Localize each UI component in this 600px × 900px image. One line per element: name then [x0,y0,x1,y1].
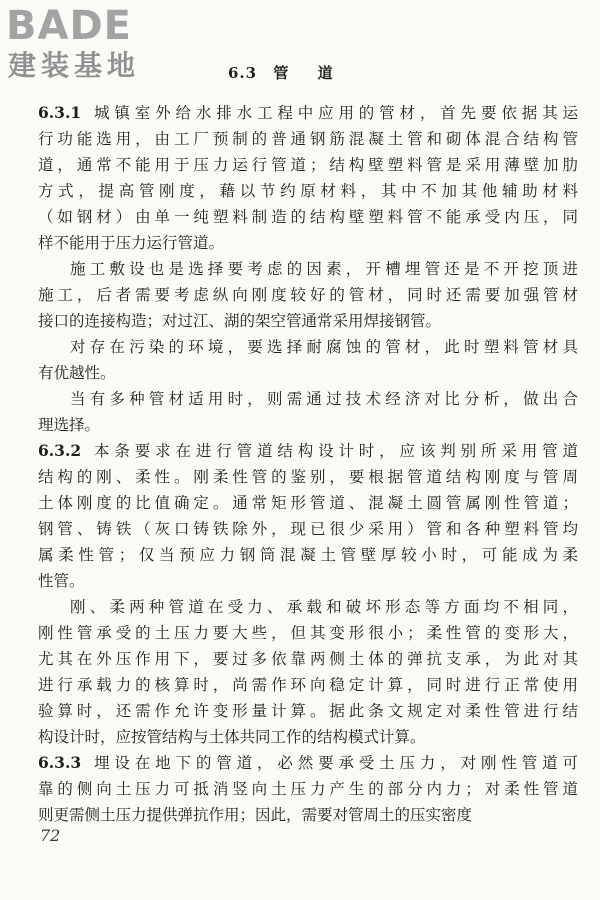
line-text: 施工，后者需要考虑纵向刚度较好的管材，同时还需要加强管材 [38,286,578,304]
text-line [38,724,578,750]
clause-number: 6.3.1 [38,103,82,122]
line-text: 理选择。 [38,416,101,434]
text-line [38,178,578,204]
text-line [38,412,578,438]
line-text: 土体刚度的比值确定。通常矩形管道、混凝土圆管属刚性管道； [38,494,578,512]
text-line [38,750,578,776]
text-line [38,204,578,230]
line-text: （如钢材）由单一纯塑料制造的结构壁塑料管不能承受内压，同 [38,208,578,226]
logo-subtitle: 建装基地 [8,49,141,82]
text-line [38,594,578,620]
text-line [38,672,578,698]
line-text: 方式，提高管刚度，藉以节约原材料，其中不加其他辅助材料 [38,182,578,200]
body-text [38,100,578,828]
text-line [38,568,578,594]
section-number: 6.3 [228,64,258,82]
line-text: 本条要求在进行管道结构设计时，应该判别所采用管道 [89,442,578,460]
section-title [228,62,334,83]
text-line [38,386,578,412]
line-text: 结构的刚、柔性。刚柔性管的鉴别，要根据管道结构刚度与管周 [38,468,578,486]
line-text: 验算时，还需作允许变形量计算。据此条文规定对柔性管进行结 [38,702,578,720]
text-line [38,334,578,360]
clause-number: 6.3.3 [38,753,82,772]
line-text: 接口的连接构造；对过江、湖的架空管通常采用焊接钢管。 [38,312,442,330]
line-text: 刚性管承受的土压力要大些，但其变形很小；柔性管的变形大， [38,624,578,642]
line-text: 性管。 [38,572,85,590]
line-text: 钢管、铸铁（灰口铸铁除外，现已很少采用）管和各种塑料管均 [38,520,578,538]
text-line [38,542,578,568]
text-line [38,620,578,646]
section-title-part-1: 管 [273,64,290,82]
text-line [38,698,578,724]
clause-number: 6.3.2 [38,441,82,460]
line-text: 构设计时，应按管结构与土体共同工作的结构模式计算。 [38,728,426,746]
line-text: 属柔性管；仅当预应力钢筒混凝土管壁厚较小时，可能成为柔 [38,546,578,564]
line-text: 城镇室外给水排水工程中应用的管材，首先要依据其运 [89,104,578,122]
text-line [38,646,578,672]
text-line [38,802,578,828]
line-text: 样不能用于压力运行管道。 [38,234,225,252]
logo-watermark [6,4,176,84]
text-line [38,126,578,152]
text-line [38,438,578,464]
line-text: 道，通常不能用于压力运行管道；结构壁塑料管是采用薄壁加肋 [38,156,578,174]
line-text: 行功能选用，由工厂预制的普通钢筋混凝土管和砌体混合结构管 [38,130,578,148]
line-text: 则更需侧土压力提供弹抗作用；因此，需要对管周土的压实密度 [38,806,473,824]
line-text: 进行承载力的核算时，尚需作环向稳定计算，同时进行正常使用 [38,676,578,694]
line-text: 埋设在地下的管道，必然要承受土压力，对刚性管道可 [89,754,578,772]
line-text: 有优越性。 [38,364,116,382]
text-line [38,464,578,490]
text-line [38,100,578,126]
line-text: 尤其在外压作用下，要过多依靠两侧土体的弹抗支承，为此对其 [38,650,578,668]
text-line [38,152,578,178]
line-text: 施工敷设也是选择要考虑的因素，开槽埋管还是不开挖顶进 [70,260,578,278]
line-text: 当有多种管材适用时，则需通过技术经济对比分析，做出合 [70,390,578,408]
page-number: 72 [40,826,61,845]
section-title-part-2: 道 [317,64,334,82]
text-line [38,230,578,256]
text-line [38,516,578,542]
text-line [38,256,578,282]
text-line [38,282,578,308]
line-text: 对存在污染的环境，要选择耐腐蚀的管材，此时塑料管材具 [70,338,578,356]
text-line [38,490,578,516]
logo-word: BADE [6,3,132,49]
text-line [38,308,578,334]
line-text: 靠的侧向土压力可抵消竖向土压力产生的部分内力；对柔性管道 [38,780,578,798]
text-line [38,360,578,386]
line-text: 刚、柔两种管道在受力、承载和破坏形态等方面均不相同， [70,598,578,616]
text-line [38,776,578,802]
